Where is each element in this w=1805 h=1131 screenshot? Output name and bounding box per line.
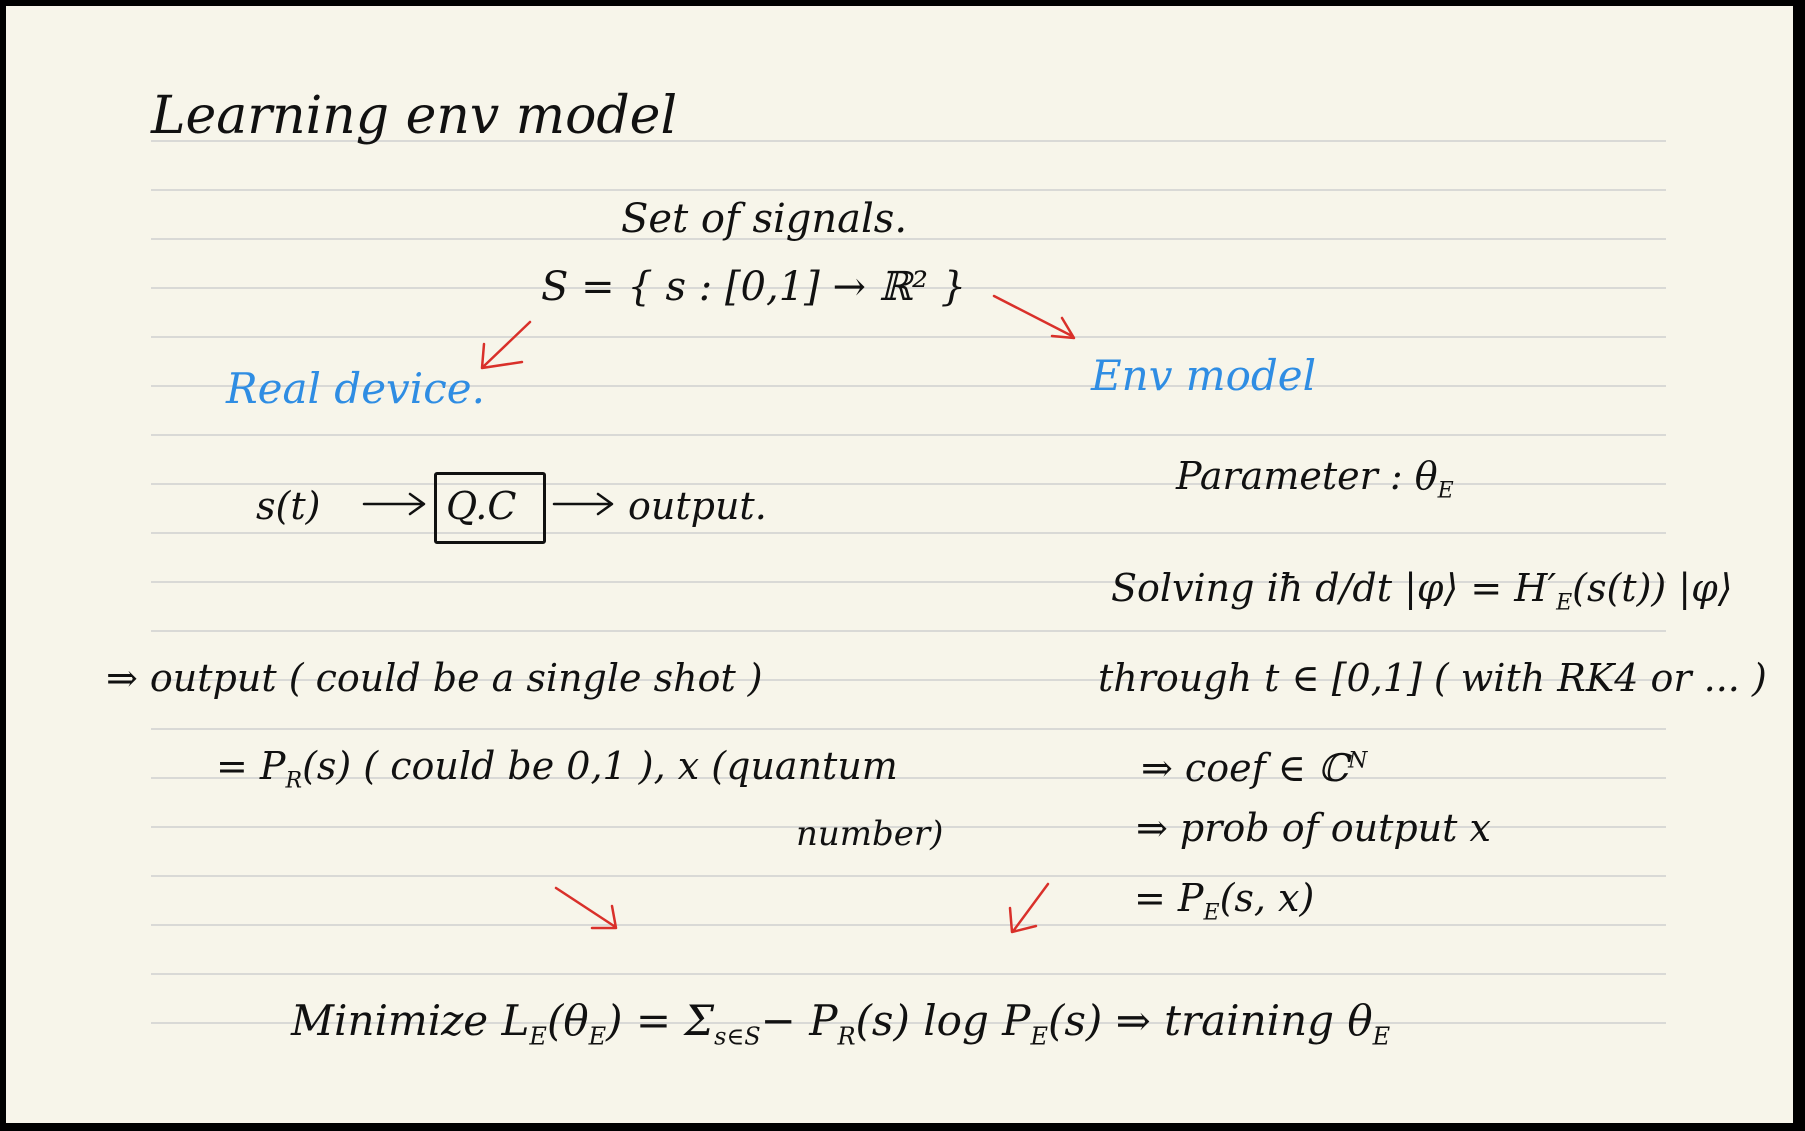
term-sub: R	[837, 1022, 856, 1051]
page-title: Learning env model	[151, 86, 678, 146]
signals-heading: Set of signals.	[621, 196, 908, 242]
notebook-page	[6, 6, 1793, 1123]
probability-eq-rest: (s) ( could be 0,1 ), x (quantum	[302, 744, 898, 788]
red-arrow-to-env-model	[994, 296, 1074, 338]
parameter-label: Parameter : θ	[1176, 454, 1438, 498]
probability-eq-cont: number)	[796, 814, 944, 854]
sum-sub: s∈S	[714, 1022, 761, 1051]
red-arrow-env-to-min	[1010, 884, 1048, 932]
prob-output-line: ⇒ prob of output x	[1136, 806, 1491, 850]
flow-arrow-2	[554, 494, 612, 514]
probability-eq-main: = P	[216, 744, 286, 788]
probability-eq-sub: R	[285, 768, 303, 794]
flow-output: output.	[628, 484, 767, 528]
through-line: through t ∈ [0,1] ( with RK4 or ... )	[1098, 656, 1767, 700]
red-arrow-real-to-min	[556, 888, 616, 928]
red-arrow-to-real-device	[482, 322, 530, 368]
minimize-l-sub: E	[529, 1022, 547, 1051]
pe-main: = P	[1134, 876, 1204, 920]
solving-sub: E	[1556, 590, 1573, 616]
parameter-sub: E	[1437, 478, 1454, 504]
log-sub: E	[1030, 1022, 1048, 1051]
output-implication: ⇒ output ( could be a single shot )	[106, 656, 763, 700]
flow-box-label: Q.C	[446, 484, 517, 528]
arrows-overlay	[6, 6, 1793, 1123]
solving-rest: (s(t)) |φ⟩	[1572, 566, 1733, 610]
minimize-arg: (θ	[546, 996, 589, 1045]
minimize-eq: ) = Σ	[606, 996, 715, 1045]
pe-sub: E	[1203, 900, 1220, 926]
pe-rest: (s, x)	[1219, 876, 1315, 920]
term-end: (s) ⇒ training θ	[1047, 996, 1373, 1045]
minimize-arg-sub: E	[588, 1022, 607, 1051]
flow-arrow-1	[364, 494, 424, 514]
solving-main: Solving iħ d/dt |φ⟩ = H′	[1111, 566, 1557, 610]
signals-definition: S = { s : [0,1] → ℝ² }	[541, 264, 967, 310]
env-model-label: Env model	[1091, 351, 1317, 400]
flow-input: s(t)	[256, 484, 321, 528]
term-rest: (s) log P	[855, 996, 1031, 1045]
minimize-main: Minimize L	[291, 996, 530, 1045]
real-device-label: Real device.	[226, 364, 485, 413]
minimize-term: − P	[760, 996, 838, 1045]
coef-sup: N	[1348, 748, 1368, 774]
final-sub: E	[1372, 1022, 1391, 1051]
coef-main: ⇒ coef ∈ ℂ	[1141, 746, 1349, 790]
